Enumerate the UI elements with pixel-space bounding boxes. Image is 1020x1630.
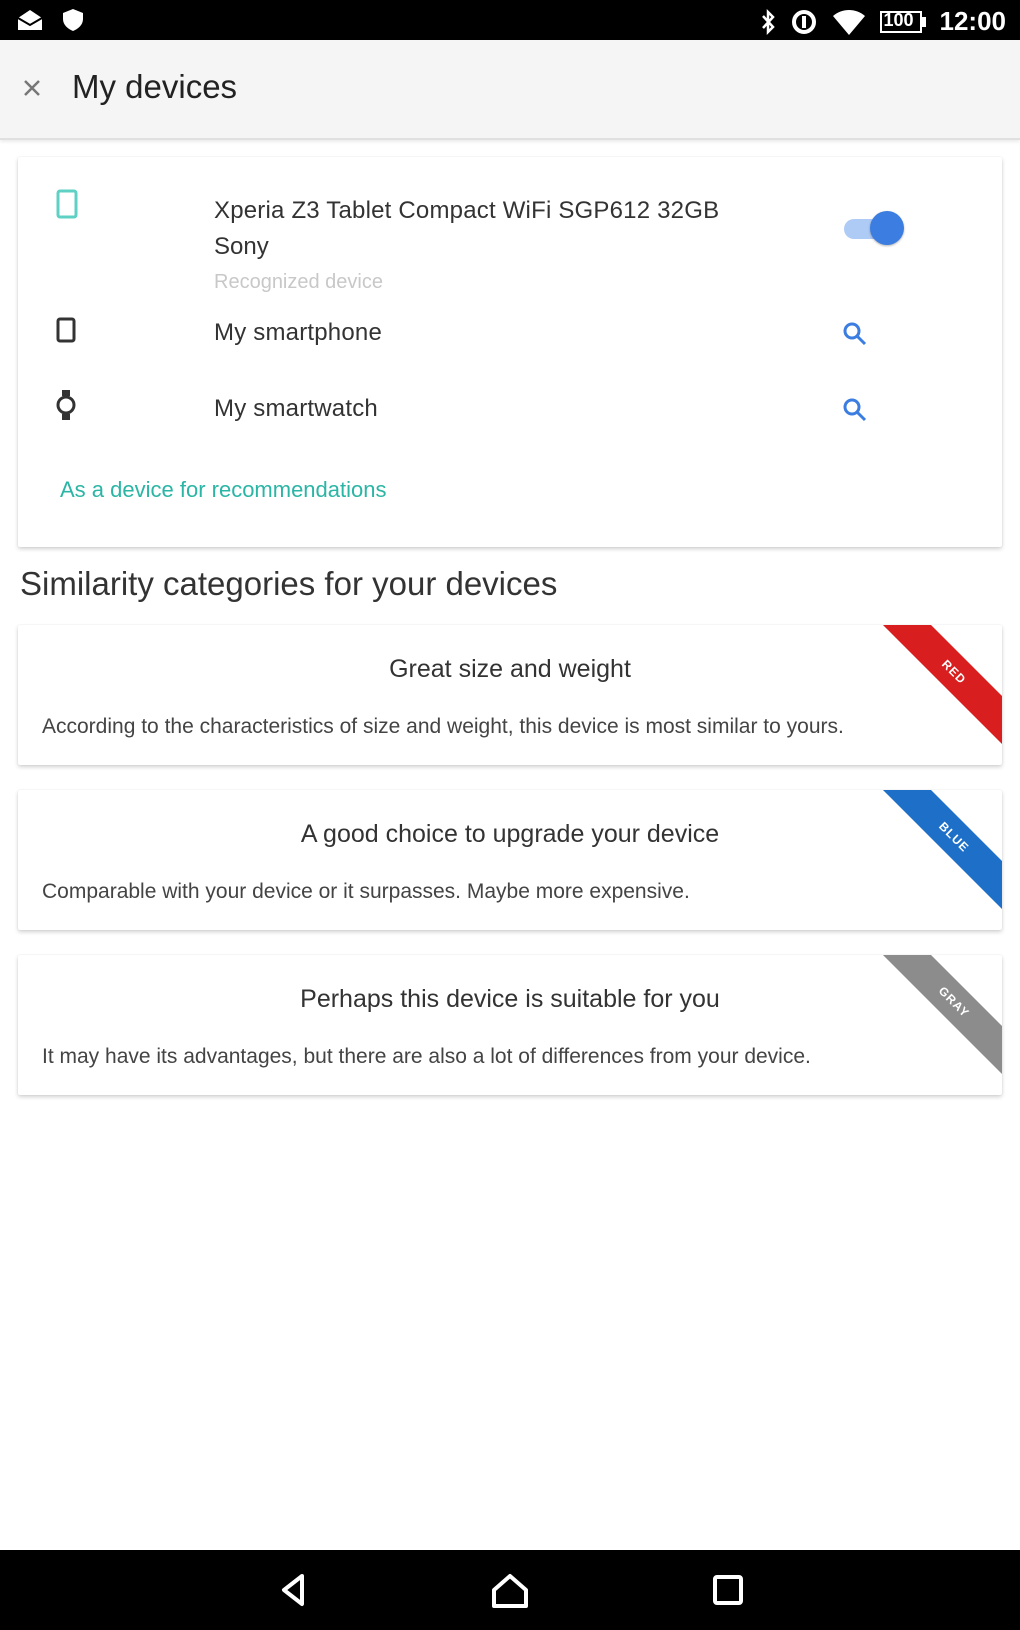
device-name-smartwatch: My smartwatch <box>214 395 378 422</box>
category-card-upgrade[interactable] <box>18 790 1002 930</box>
category-title: Perhaps this device is suitable for you <box>300 985 720 1013</box>
home-icon <box>488 1568 532 1612</box>
recents-button[interactable] <box>706 1568 750 1612</box>
back-button[interactable] <box>272 1568 316 1612</box>
category-ribbon-gray: GRAY <box>878 955 1002 1078</box>
status-bar <box>0 0 1020 40</box>
search-smartphone-button[interactable] <box>842 321 874 353</box>
recents-icon <box>706 1568 750 1612</box>
battery-level: 100 <box>883 9 914 30</box>
add-device-link[interactable]: As a device for recommendations <box>60 477 387 502</box>
category-card-size-weight[interactable] <box>18 625 1002 765</box>
close-button[interactable] <box>14 70 50 106</box>
app-toolbar <box>0 40 1020 140</box>
category-description: Comparable with your device or it surpasses. Maybe more expensive. <box>42 880 690 903</box>
devices-card <box>18 157 1002 547</box>
data-saver-icon <box>790 8 818 36</box>
category-title: Great size and weight <box>389 655 631 683</box>
bluetooth-icon <box>760 9 776 35</box>
page-title: My devices <box>72 68 238 105</box>
category-card-suitable[interactable] <box>18 955 1002 1095</box>
section-title: Similarity categories for your devices <box>20 565 558 602</box>
toggle-thumb <box>870 211 904 245</box>
search-icon <box>842 321 868 347</box>
primary-device-name: Xperia Z3 Tablet Compact WiFi SGP612 32GB <box>214 197 720 224</box>
smartwatch-icon <box>56 389 76 421</box>
battery-icon <box>880 9 926 35</box>
status-time: 12:00 <box>939 6 1006 36</box>
device-row-smartphone[interactable] <box>18 307 1002 367</box>
category-ribbon-red: RED <box>878 625 1002 748</box>
primary-device-toggle[interactable] <box>840 209 904 245</box>
mail-icon <box>16 8 44 32</box>
tablet-icon <box>56 189 78 219</box>
wifi-icon <box>832 8 866 36</box>
search-icon <box>842 397 868 423</box>
search-smartwatch-button[interactable] <box>842 397 874 429</box>
close-icon <box>22 78 42 98</box>
primary-device-status: Recognized device <box>214 271 383 293</box>
navigation-bar <box>0 1550 1020 1630</box>
shield-icon <box>62 8 84 32</box>
back-icon <box>272 1568 316 1612</box>
device-name-smartphone: My smartphone <box>214 319 382 346</box>
primary-device-brand: Sony <box>214 233 269 260</box>
category-description: According to the characteristics of size and weight, this device is most similar to yours. <box>42 715 844 738</box>
category-title: A good choice to upgrade your device <box>300 820 720 848</box>
category-ribbon-blue: BLUE <box>878 790 1002 913</box>
category-description: It may have its advantages, but there are also a lot of differences from your device. <box>42 1045 811 1068</box>
device-row-smartwatch[interactable] <box>18 383 1002 443</box>
home-button[interactable] <box>488 1568 532 1612</box>
smartphone-icon <box>56 317 76 343</box>
